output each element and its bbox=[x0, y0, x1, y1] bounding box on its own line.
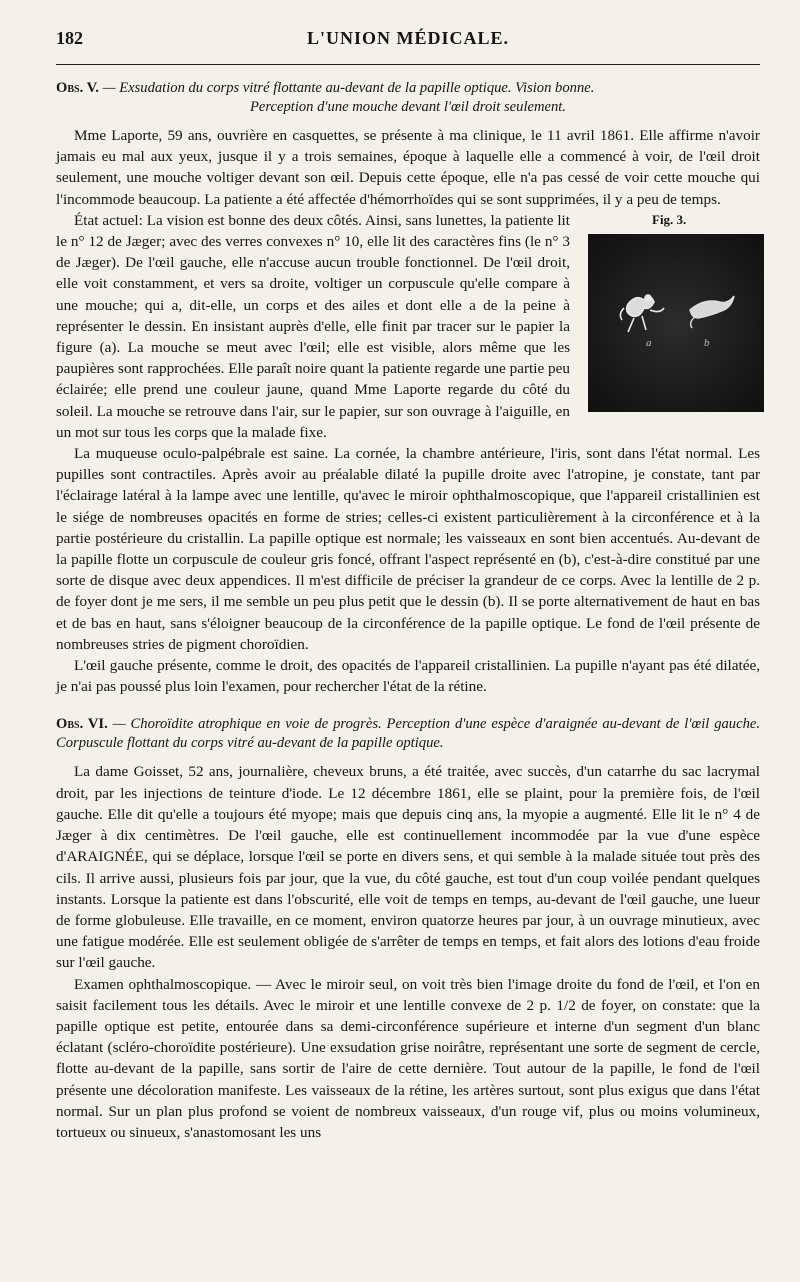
figure-a-fly-drawing bbox=[620, 295, 664, 332]
obs5-paragraph-1: Mme Laporte, 59 ans, ouvrière en casquettes, se présente à ma clinique, le 11 avril 1861. Elle affirme n'avoir jamais eu mal aux yeux, jusque il y a trois semaines, époque à laquelle elle a commencé à voir, de l'œil droit seulement, une mouche voltiger devant son œil. Depuis cette époque, elle n'a pas cessé de voir cette mouche qui l'incommode beaucoup. La patiente a été affectée d'hémorrhoïdes qui se sont supprimées, il y a peu de temps. bbox=[56, 127, 760, 208]
figure-image bbox=[588, 234, 764, 412]
obs5-title-line1: — Exsudation du corps vitré flottante au-devant de la papille optique. Vision bonne. bbox=[98, 80, 595, 96]
obs5-paragraph-3: La muqueuse oculo-palpébrale est saine. La cornée, la chambre antérieure, l'iris, sont dans l'état normal. Les pupilles sont contractiles. Après avoir au préalable dilaté la pupille droite avec l'atropine, je constate, tant par l'éclairage latéral à la lampe avec une lentille, qu'avec le miroir ophthalmoscopique, que l'appareil cristallinien est le siége de nombreuses opacités en forme de stries; celles-ci existent particulièrement à la circonférence et à la partie postérieure du cristallin. La papille optique est normale; les vaisseaux en sont bien accentués. Au-devant de la papille flotte un corpuscule de couleur gris foncé, offrant l'aspect représenté en (b), c'est-à-dire constitué par une sorte de disque avec deux appendices. Il m'est difficile de préciser la grandeur de ce corps. Avec la lentille de 2 p. de foyer dont je me sers, il me semble un peu plus petit que le dessin (b). Il se porte alternativement de haut en bas et de bas en haut, sans s'éloigner beaucoup de la circonférence de la papille optique. Le fond de l'œil présente de nombreuses stries de pigment choroïdien. bbox=[56, 445, 760, 653]
obs6-paragraph-1: La dame Goisset, 52 ans, journalière, cheveux bruns, a été traitée, avec succès, d'un catarrhe du sac lacrymal droit, par les injections de teinture d'iode. Le 12 décembre 1861, elle se plaint, pour la première fois, de l'œil gauche. Elle dit qu'elle a toujours été myope; mais que depuis cinq ans, la myopie a augmenté. Elle lit le n° 4 de Jæger à dix centimètres. De l'œil gauche, elle est continuellement incommodée par la vue d'une espèce d'ARAIGNÉE, qui se déplace, lorsque l'œil se porte en divers sens, et qui semble à la malade située tout près des cils. Il arrive aussi, plusieurs fois par jour, que la vue, du côté gauche, est tout d'un coup voilée pendant quelques instants. Lorsque la patiente est dans l'obscurité, elle voit de temps en temps, au-devant de l'œil gauche, une lueur de forme globuleuse. Elle travaille, en ce moment, environ quatorze heures par jour, à un ouvrage minutieux, avec une fatigue modérée. Elle est seulement obligée de s'arrêter de temps en temps, et fait alors des lotions d'eau froide sur l'œil gauche. bbox=[56, 763, 760, 972]
page-header bbox=[56, 28, 760, 58]
section-gap bbox=[56, 697, 760, 711]
obs6-paragraph-2: Examen ophthalmoscopique. — Avec le miroir seul, on voit très bien l'image droite du fond de l'œil, et l'on en saisit facilement tous les détails. Avec le miroir et une lentille convexe de 2 p. 1/2 de foyer, on constate: que la papille optique est petite, entourée dans sa demi-circonférence supérieure et interne d'un segment d'un blanc éclatant (scléro-choroïdite postérieure). Une exsudation grise noirâtre, représentant une sorte de segment de cercle, flotte au-devant de la papille, sans sortir de l'aire de cette dernière. Tout autour de la papille, le fond de l'œil présente une décoloration manifeste. Les vaisseaux de la rétine, les artères surtout, sont plus exigus que dans l'état normal. Sur un plan plus profond se voient de nombreux vaisseaux, d'un rouge vif, plus ou moins volumineux, tortueux ou sinueux, s'anastomosant les uns bbox=[56, 975, 760, 1141]
page-number: 182 bbox=[56, 28, 83, 48]
header-rule bbox=[56, 64, 760, 65]
obs6-label: Obs. VI. bbox=[56, 716, 108, 733]
figure-label: Fig. 3. bbox=[652, 211, 687, 227]
figure-drawing bbox=[588, 234, 764, 412]
figure-3 bbox=[582, 212, 764, 412]
obs6-title-text: — Choroïdite atrophique en voie de progrès. Perception d'une espèce d'araignée au-devant de l'œil gauche. Corpuscule flottant du corps vitré au-devant de la papille optique. bbox=[56, 716, 760, 752]
figure-b-corpuscle-drawing bbox=[690, 296, 734, 328]
obs5-paragraph-2: État actuel: La vision est bonne des deux côtés. Ainsi, sans lunettes, la patiente lit le n° 12 de Jæger; avec des verres convexes n° 10, elle lit des caractères fins (le n° 3 de Jæger). De l'œil gauche, elle n'accuse aucun trouble fonctionnel. De l'œil droit, elle voit constamment, et vers sa droite, voltiger un corpuscule qu'elle compare à une mouche; qui a, dit-elle, un corps et des ailes et dont elle a de la peine à représenter le dessin. En insistant auprès d'elle, elle finit par tracer sur le papier la figure (a). La mouche se meut avec l'œil; elle est visible, alors même que les paupières sont rapprochées. Elle paraît noire quant la patiente regarde une partie peu éclairée; elle prend une couleur jaune, quand Mme Laporte regarde du côté du soleil. La mouche se retrouve dans l'air, sur le papier, sur son ouvrage à l'aiguille, en un mot sur tous les corps que la malade fixe. bbox=[56, 211, 570, 441]
obs5-title-line2: Perception d'une mouche devant l'œil droit seulement. bbox=[249, 99, 566, 115]
figure-letter-a: a bbox=[646, 336, 652, 349]
obs5-paragraph-4: L'œil gauche présente, comme le droit, des opacités de l'appareil cristallinien. La pupille n'ayant pas été dilatée, je n'ai pas poussé plus loin l'examen, pour rechercher l'état de la rétine. bbox=[56, 657, 760, 696]
running-title: L'UNION MÉDICALE. bbox=[306, 28, 510, 48]
obs6-title bbox=[56, 715, 760, 753]
figure-letter-b: b bbox=[704, 336, 710, 349]
obs5-label: Obs. V. bbox=[56, 80, 99, 96]
obs5-title bbox=[56, 79, 760, 117]
